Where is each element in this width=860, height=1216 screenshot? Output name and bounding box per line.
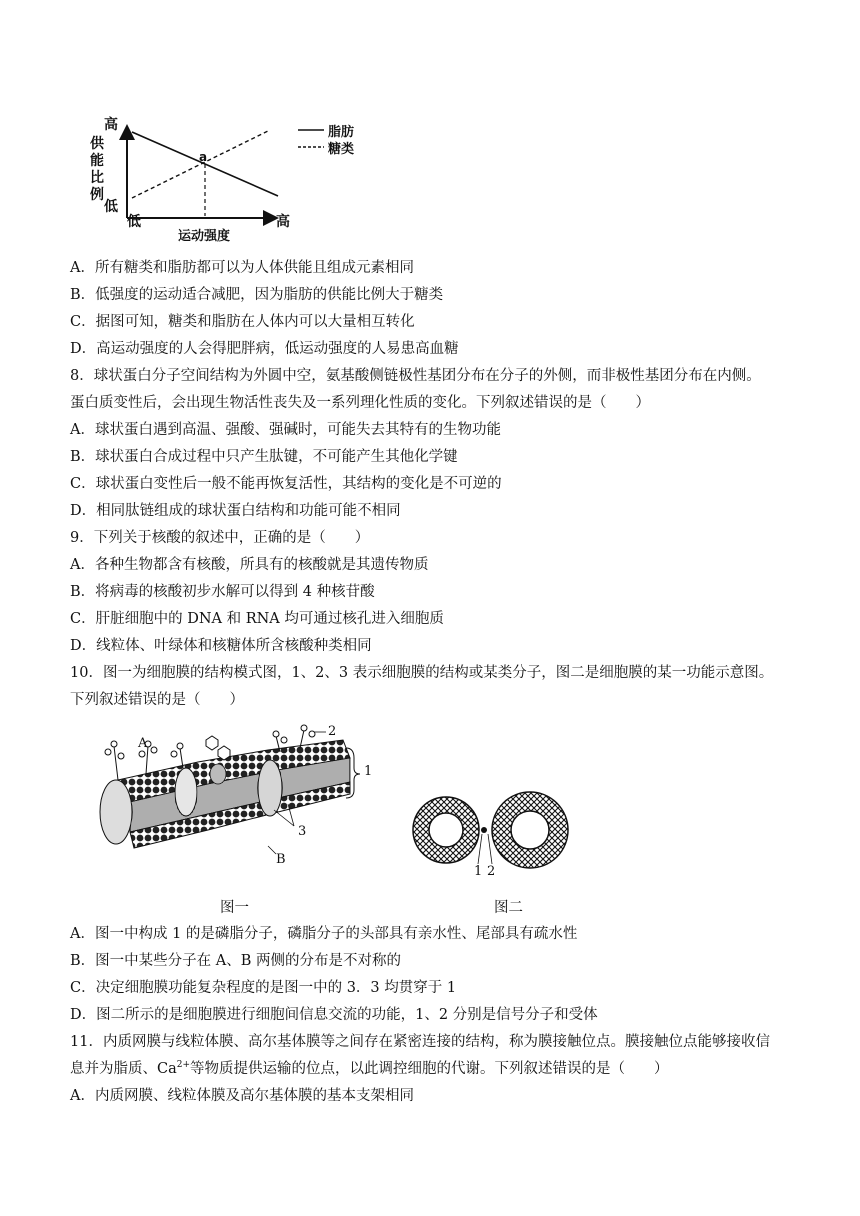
legend-fat-label: 脂肪 [328, 125, 355, 140]
fig1-caption: 图一 [220, 900, 249, 916]
fig1-label-1: 1 [364, 764, 373, 779]
q8-option-b: B．球状蛋白合成过程中只产生肽键，不可能产生其他化学键 [70, 449, 458, 465]
sugar-line [132, 130, 270, 198]
signal-molecule [481, 827, 487, 833]
protein-middle [175, 768, 197, 816]
q7-option-b: B．低强度的运动适合减肥，因为脂肪的供能比例大于糖类 [70, 287, 444, 303]
x-low-label: 低 [127, 214, 141, 230]
q11-stem-line2: 息并为脂质、$Ca^{2+}$等物质提供运输的位点，以此调控细胞的代谢。下列叙述错误的是（ ） [70, 1060, 669, 1077]
q7-option-a: A．所有糖类和脂肪都可以为人体供能且组成元素相同 [70, 260, 414, 276]
left-cell-nucleus [429, 813, 463, 847]
fig1-label-b: B [276, 852, 286, 867]
cell-membrane-diagram [88, 722, 368, 872]
q9-option-b: B．将病毒的核酸初步水解可以得到 4 种核苷酸 [70, 584, 375, 600]
label-3-leader-a [274, 810, 294, 826]
q10-stem-line2: 下列叙述错误的是（ ） [70, 692, 244, 708]
fig2-label-1: 1 [474, 864, 483, 879]
q9-option-a: A．各种生物都含有核酸，所具有的核酸就是其遗传物质 [70, 557, 429, 573]
legend-sugar-label: 糖类 [328, 142, 355, 157]
y-high-label: 高 [104, 117, 118, 133]
fig1-label-3: 3 [298, 824, 307, 839]
fig2-caption: 图二 [494, 900, 523, 916]
q10-option-b: B．图一中某些分子在 A、B 两侧的分布是不对称的 [70, 953, 401, 969]
q8-stem-line2: 蛋白质变性后，会出现生物活性丧失及一系列理化性质的变化。下列叙述错误的是（ ） [70, 395, 650, 411]
right-cell-nucleus [511, 811, 549, 849]
q9-stem: 9．下列关于核酸的叙述中，正确的是（ ） [70, 530, 370, 546]
x-axis-label: 运动强度 [178, 229, 231, 244]
q9-option-d: D．线粒体、叶绿体和核糖体所含核酸种类相同 [70, 638, 372, 654]
q10-option-a: A．图一中构成 1 的是磷脂分子，磷脂分子的头部具有亲水性、尾部具有疏水性 [70, 926, 578, 942]
y-axis-label: 供 能 比 例 [90, 136, 104, 203]
q11-stem-line1: 11．内质网膜与线粒体膜、高尔基体膜等之间存在紧密连接的结构，称为膜接触位点。膜接触位点能够接收信 [70, 1034, 770, 1050]
x-high-label: 高 [276, 214, 290, 230]
protein-small [210, 764, 226, 784]
q10-stem-line1: 10．图一为细胞膜的结构模式图，1、2、3 表示细胞膜的结构或某类分子，图二是细胞膜的某一功能示意图。 [70, 665, 774, 681]
protein-right [258, 760, 282, 816]
q10-option-d: D．图二所示的是细胞膜进行细胞间信息交流的功能，1、2 分别是信号分子和受体 [70, 1007, 598, 1023]
q8-option-a: A．球状蛋白遇到高温、强酸、强碱时，可能失去其特有的生物功能 [70, 422, 501, 438]
label-b-leader [268, 846, 276, 854]
q9-option-c: C．肝脏细胞中的 DNA 和 RNA 均可通过核孔进入细胞质 [70, 611, 444, 627]
q8-option-c: C．球状蛋白变性后一般不能再恢复活性，其结构的变化是不可逆的 [70, 476, 502, 492]
q10-option-c: C．决定细胞膜功能复杂程度的是图一中的 3．3 均贯穿于 1 [70, 980, 457, 996]
fig2-label-2: 2 [487, 864, 496, 879]
cell-communication-diagram [408, 790, 578, 870]
y-low-label: 低 [104, 199, 118, 215]
protein-left [100, 780, 132, 844]
intersection-point-label: a [199, 150, 208, 164]
q7-option-d: D．高运动强度的人会得肥胖病，低运动强度的人易患高血糖 [70, 341, 459, 357]
q11-option-a: A．内质网膜、线粒体膜及高尔基体膜的基本支架相同 [70, 1088, 414, 1104]
fig1-label-2: 2 [328, 724, 337, 739]
fig1-label-a: A [138, 736, 148, 751]
q8-stem-line1: 8．球状蛋白分子空间结构为外圆中空，氨基酸侧链极性基团分布在分子的外侧，而非极性基团分布在内侧。 [70, 368, 761, 384]
leader-2 [488, 834, 492, 864]
q7-option-c: C．据图可知，糖类和脂肪在人体内可以大量相互转化 [70, 314, 415, 330]
q8-option-d: D．相同肽链组成的球状蛋白结构和功能可能不相同 [70, 503, 401, 519]
